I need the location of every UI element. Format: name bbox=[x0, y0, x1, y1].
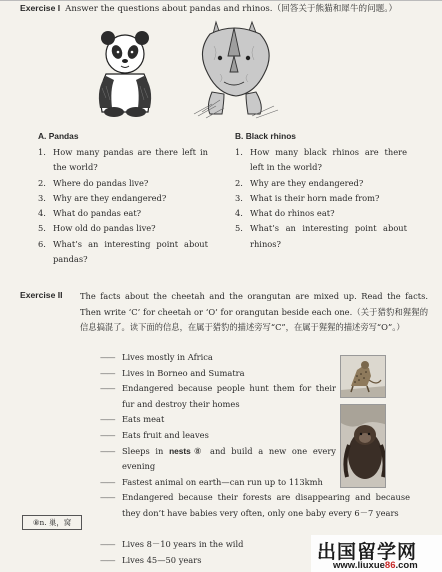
cheetah-photo bbox=[340, 355, 386, 398]
fact-row: —— Lives 8－10 years in the wild bbox=[100, 539, 244, 550]
rhinos-question: 2. Why are they endangered? bbox=[235, 177, 364, 188]
top-rule bbox=[0, 0, 442, 1]
fact-row: —— Lives 45—50 years bbox=[100, 554, 202, 565]
watermark bbox=[311, 535, 442, 572]
pandas-title: A. Pandas bbox=[38, 131, 79, 141]
rhinos-question: 4. What do rhinos eat? bbox=[235, 208, 335, 219]
rhinos-question: 3. What is their horn made from? bbox=[235, 192, 380, 203]
fact-row: —— Sleeps in nests⑧ and build a new one every evening bbox=[100, 445, 336, 472]
rhinos-question: 5. What’s an interesting point about rhinos? bbox=[235, 223, 407, 249]
pandas-question: 6. What’s an interesting point about pandas? bbox=[38, 238, 208, 265]
panda-illustration bbox=[92, 28, 158, 118]
fact-row: —— Eats meat bbox=[100, 414, 165, 425]
rhinos-title: B. Black rhinos bbox=[235, 131, 296, 141]
pandas-questions bbox=[38, 145, 208, 267]
exercise1-heading bbox=[20, 2, 430, 15]
fact-row: —— Lives in Borneo and Sumatra bbox=[100, 367, 245, 378]
exercise2-label: Exercise II bbox=[20, 290, 63, 300]
pandas-question: 1. How many pandas are there left in the world? bbox=[38, 147, 208, 173]
orangutan-photo bbox=[340, 404, 386, 488]
fact-row: —— Eats fruit and leaves bbox=[100, 430, 209, 440]
footnote-marker: ⑧ bbox=[190, 445, 205, 456]
pandas-question: 3. Why are they endangered? bbox=[38, 192, 167, 203]
fact-row: —— Lives mostly in Africa bbox=[100, 352, 213, 362]
pandas-question: 4. What do pandas eat? bbox=[38, 208, 142, 219]
footnote-box: ⑧n. 巢，窝 bbox=[22, 515, 82, 530]
rhinos-question: 1. How many black rhinos are there left in the world? bbox=[235, 147, 407, 173]
exercise1-label: Exercise I bbox=[20, 3, 61, 13]
rhino-illustration bbox=[190, 16, 282, 120]
watermark-title: 出国留学网 bbox=[317, 541, 418, 563]
rhinos-questions bbox=[235, 145, 407, 252]
fact-row: —— Endangered because their forests are disappearing and because they don’t have babies very often, only one baby every 6－7 years bbox=[100, 492, 410, 518]
watermark-url: www.liuxue86.com bbox=[333, 560, 418, 571]
fact-row: —— Fastest animal on earth—can run up to 113kmh bbox=[100, 476, 323, 487]
fact-row: —— Endangered because people hunt them for their fur and destroy their homes bbox=[100, 383, 336, 409]
exercise2-instruction: The facts about the cheetah and the orangutan are mixed up. Read the facts. Then write ‘C’ for cheetah or ‘O’ for orangutan beside each one.（关于猎豹和猩猩的信息搞混了。读下面的信息，在属于猎豹的描述旁写“C”，在属于猩猩的描述旁写“O”。） bbox=[80, 291, 428, 333]
nests-word: nests bbox=[169, 445, 191, 456]
pandas-question: 5. How old do pandas live? bbox=[38, 223, 156, 234]
pandas-question: 2. Where do pandas live? bbox=[38, 177, 149, 188]
exercise1-instruction: Answer the questions about pandas and rhinos.（回答关于熊猫和犀牛的问题。） bbox=[65, 4, 398, 14]
